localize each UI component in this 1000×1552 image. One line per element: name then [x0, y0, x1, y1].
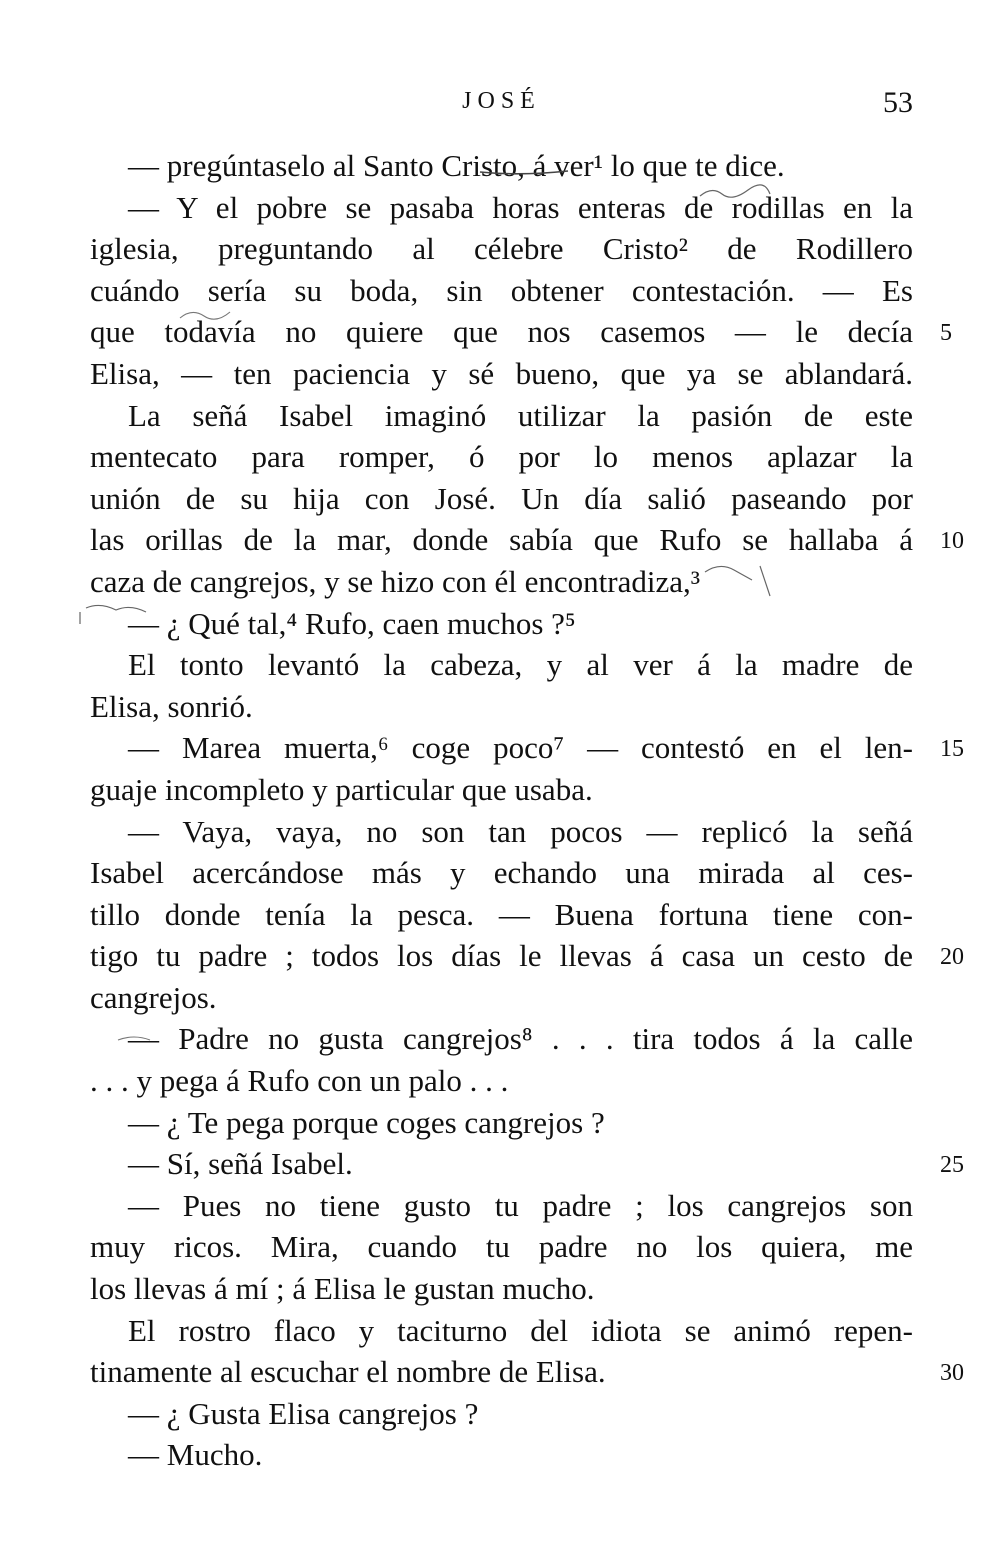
text-line: [90, 519, 964, 561]
line-text: El rostro flaco y taciturno del idiota se animó repen-: [128, 1312, 913, 1348]
text-line: [90, 311, 952, 353]
text-line: [90, 1060, 913, 1102]
line-text: iglesia, preguntando al célebre Cristo² de Rodillero: [90, 231, 913, 267]
text-line: [90, 811, 913, 853]
text-line: [90, 1351, 964, 1393]
line-text: que todavía no quiere que nos casemos — le decía: [90, 314, 913, 350]
line-text: — Marea muerta,⁶ coge poco⁷ — contestó en el len-: [128, 730, 913, 766]
line-text: tigo tu padre ; todos los días le llevas á casa un cesto de: [90, 938, 913, 974]
line-number: 30: [940, 1360, 964, 1387]
line-number: 20: [940, 944, 964, 971]
line-text: — pregúntaselo al Santo Cristo, á ver¹ lo que te dice.: [128, 148, 785, 183]
text-line: [90, 228, 913, 270]
text-line: [90, 478, 913, 520]
text-line: [90, 436, 913, 478]
line-text: mentecato para romper, ó por lo menos aplazar la: [90, 439, 913, 475]
line-text: . . . y pega á Rufo con un palo . . .: [90, 1063, 509, 1099]
line-text: — Vaya, vaya, no son tan pocos — replicó la señá: [128, 813, 913, 849]
text-line: [90, 561, 913, 603]
line-text: — Pues no tiene gusto tu padre ; los cangrejos son: [128, 1187, 913, 1223]
text-line: [90, 395, 913, 437]
line-text: El tonto levantó la cabeza, y al ver á la madre de: [128, 647, 913, 683]
line-text: las orillas de la mar, donde sabía que Rufo se hallaba á: [90, 522, 913, 558]
text-line: [90, 1143, 964, 1185]
line-text: guaje incompleto y particular que usaba.: [90, 771, 593, 807]
line-text: — ¿ Gusta Elisa cangrejos ?: [128, 1395, 479, 1431]
text-line: [90, 1018, 913, 1060]
line-number: 10: [940, 528, 964, 555]
line-text: Elisa, sonrió.: [90, 688, 253, 724]
line-text: muy ricos. Mira, cuando tu padre no los quiera, me: [90, 1229, 913, 1265]
text-line: [90, 353, 913, 395]
text-line: [90, 769, 913, 811]
text-line: [90, 686, 913, 728]
line-number: 25: [940, 1152, 964, 1179]
page-number: 53: [883, 86, 913, 119]
text-line: [90, 1268, 913, 1310]
text-line: [90, 977, 913, 1019]
line-text: La señá Isabel imaginó utilizar la pasión de este: [128, 397, 913, 433]
text-line: [90, 1226, 913, 1268]
line-text: — ¿ Qué tal,⁴ Rufo, caen muchos ?⁵: [128, 605, 576, 641]
line-text: — ¿ Te pega porque coges cangrejos ?: [128, 1104, 605, 1140]
text-line: [90, 727, 964, 769]
line-text: cangrejos.: [90, 979, 217, 1015]
text-line: [90, 644, 913, 686]
text-line: [90, 270, 913, 312]
body-text: [90, 145, 964, 1476]
text-line: [90, 1310, 913, 1352]
line-text: tinamente al escuchar el nombre de Elisa.: [90, 1354, 606, 1390]
line-text: — Y el pobre se pasaba horas enteras de rodillas en la: [128, 189, 913, 225]
text-line: [90, 894, 913, 936]
text-line: [90, 1102, 913, 1144]
line-text: Isabel acercándose más y echando una mirada al ces-: [90, 855, 913, 891]
text-line: [90, 187, 913, 229]
text-line: [90, 603, 913, 645]
text-line: [90, 852, 913, 894]
line-text: cuándo sería su boda, sin obtener contestación. — Es: [90, 272, 913, 308]
text-line: [90, 145, 913, 187]
line-text: — Sí, señá Isabel.: [128, 1146, 353, 1182]
running-title: JOSÉ: [462, 88, 541, 114]
text-line: [90, 935, 964, 977]
page-header: [90, 88, 913, 128]
line-text: — Padre no gusta cangrejos⁸ . . . tira todos á la calle: [128, 1021, 913, 1057]
line-number: 15: [940, 736, 964, 763]
line-text: — Mucho.: [128, 1437, 263, 1473]
text-line: [90, 1393, 913, 1435]
line-text: Elisa, — ten paciencia y sé bueno, que ya se ablandará.: [90, 355, 913, 391]
text-line: [90, 1185, 913, 1227]
line-number: 5: [940, 320, 952, 347]
line-text: unión de su hija con José. Un día salió paseando por: [90, 480, 913, 516]
line-text: tillo donde tenía la pesca. — Buena fortuna tiene con-: [90, 896, 913, 932]
line-text: caza de cangrejos, y se hizo con él encontradiza,³: [90, 563, 701, 599]
text-line: [90, 1434, 913, 1476]
line-text: los llevas á mí ; á Elisa le gustan mucho.: [90, 1271, 595, 1307]
